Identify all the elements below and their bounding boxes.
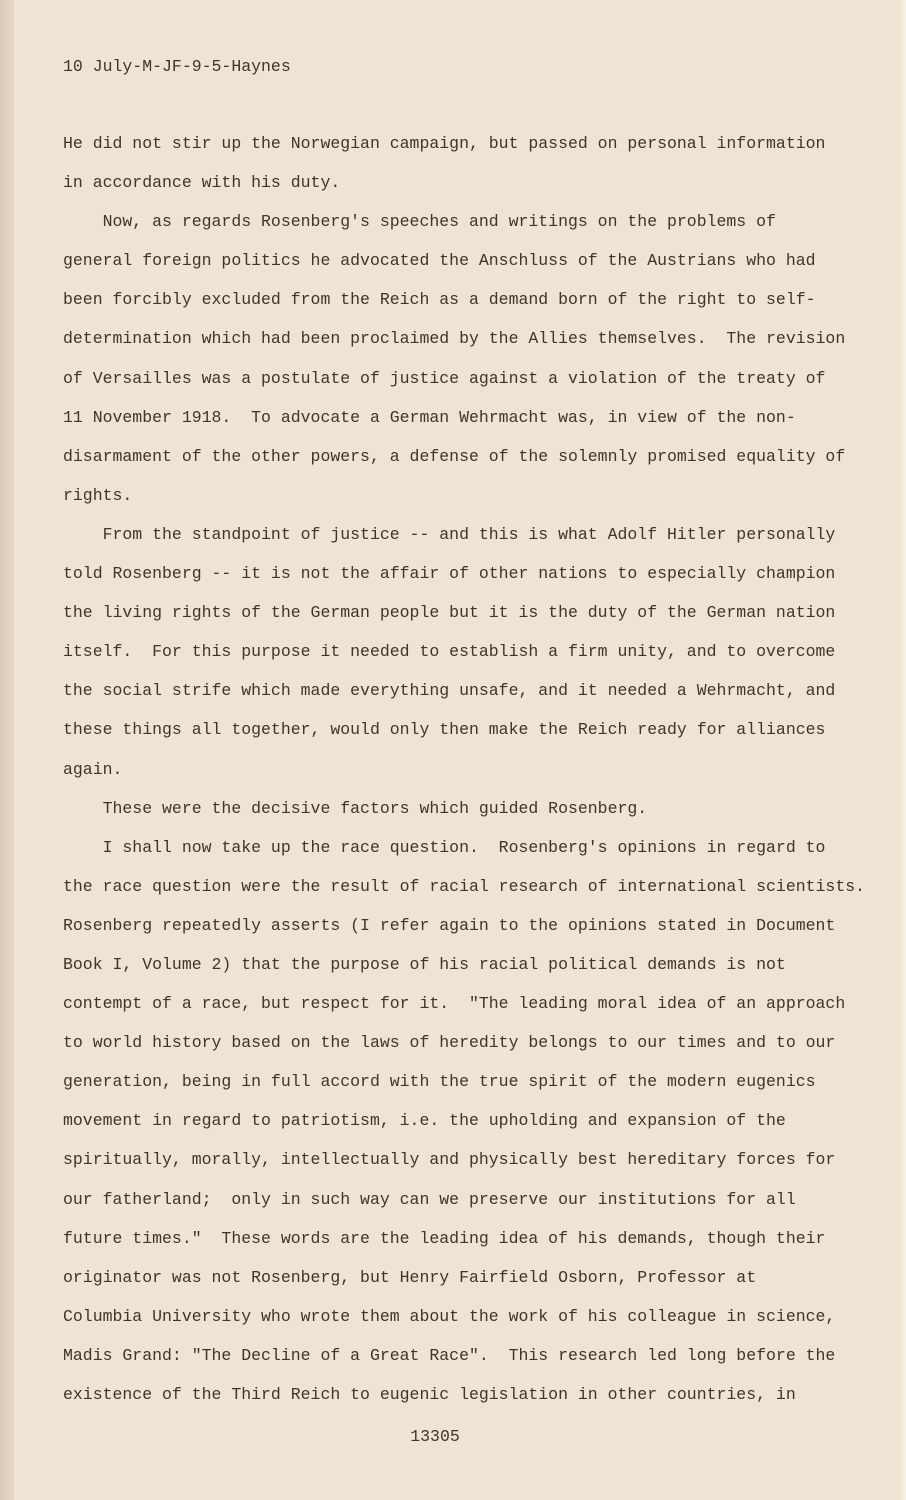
body-line: told Rosenberg -- it is not the affair of other nations to especially champion — [63, 564, 836, 584]
document-header: 10 July-M-JF-9-5-Haynes — [63, 57, 291, 76]
body-line: the race question were the result of racial research of international scientists. — [63, 876, 866, 896]
body-line: He did not stir up the Norwegian campaign, but passed on personal information — [63, 134, 826, 153]
body-line: our fatherland; only in such way can we preserve our institutions for all — [63, 1189, 796, 1209]
body-line: Book I, Volume 2) that the purpose of his racial political demands is not — [63, 954, 786, 974]
body-line: I shall now take up the race question. Rosenberg's opinions in regard to — [63, 837, 826, 857]
body-line: originator was not Rosenberg, but Henry Fairfield Osborn, Professor at — [63, 1267, 757, 1287]
body-line: Now, as regards Rosenberg's speeches and writings on the problems of — [63, 212, 776, 232]
body-line: of Versailles was a postulate of justice against a violation of the treaty of — [63, 368, 826, 388]
body-line: general foreign politics he advocated the Anschluss of the Austrians who had — [63, 251, 816, 271]
body-line: determination which had been proclaimed by the Allies themselves. The revision — [63, 329, 846, 349]
body-line: been forcibly excluded from the Reich as a demand born of the right to self- — [63, 290, 816, 310]
body-line: future times." These words are the leading idea of his demands, though their — [63, 1228, 826, 1248]
body-line: movement in regard to patriotism, i.e. the upholding and expansion of the — [63, 1111, 786, 1131]
body-line: existence of the Third Reich to eugenic legislation in other countries, in — [63, 1385, 796, 1404]
page-number: 13305 — [410, 1427, 460, 1446]
body-line: these things all together, would only then make the Reich ready for alliances — [63, 720, 826, 740]
body-line: From the standpoint of justice -- and this is what Adolf Hitler personally — [63, 524, 836, 544]
body-line: the living rights of the German people but it is the duty of the German nation — [63, 603, 836, 623]
body-line: to world history based on the laws of heredity belongs to our times and to our — [63, 1033, 836, 1053]
body-line: in accordance with his duty. — [63, 173, 341, 193]
body-line: Madis Grand: "The Decline of a Great Race". This research led long before the — [63, 1345, 836, 1365]
document-body — [63, 124, 866, 1414]
body-line: 11 November 1918. To advocate a German Wehrmacht was, in view of the non- — [63, 407, 796, 427]
body-line: again. — [63, 759, 123, 779]
body-line: Rosenberg repeatedly asserts (I refer again to the opinions stated in Document — [63, 915, 836, 935]
page-edge-shadow — [0, 0, 14, 1500]
body-line: These were the decisive factors which guided Rosenberg. — [63, 798, 648, 818]
body-line: contempt of a race, but respect for it. "The leading moral idea of an approach — [63, 994, 846, 1014]
page-edge-highlight — [900, 0, 906, 1500]
body-line: generation, being in full accord with the true spirit of the modern eugenics — [63, 1072, 816, 1092]
body-line: the social strife which made everything unsafe, and it needed a Wehrmacht, and — [63, 681, 836, 701]
body-line: disarmament of the other powers, a defense of the solemnly promised equality of — [63, 446, 846, 466]
body-line: spiritually, morally, intellectually and physically best hereditary forces for — [63, 1150, 836, 1170]
body-line: Columbia University who wrote them about the work of his colleague in science, — [63, 1306, 836, 1326]
body-line: rights. — [63, 485, 133, 505]
body-line: itself. For this purpose it needed to establish a firm unity, and to overcome — [63, 642, 836, 662]
